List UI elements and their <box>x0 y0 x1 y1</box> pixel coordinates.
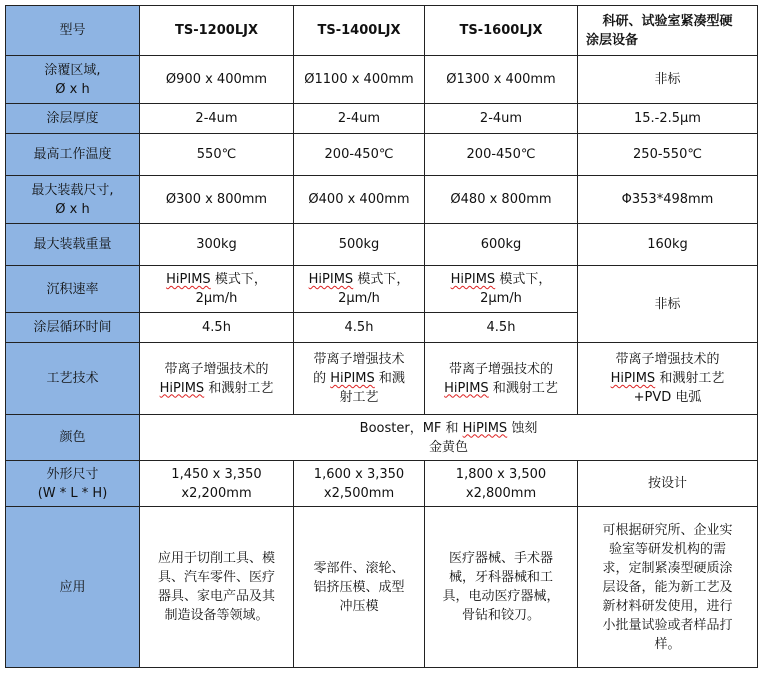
cell-value <box>294 461 425 507</box>
row-application <box>6 507 758 668</box>
row-dimensions <box>6 461 758 507</box>
text-line: 带离子增强技术的 <box>615 352 720 367</box>
row-load-size <box>6 176 758 224</box>
rate-text: 2μm/h <box>480 291 522 306</box>
text-line: 零部件、滚轮、 <box>313 560 405 576</box>
cell-value <box>425 343 578 415</box>
mode-text: 模式下， <box>353 272 410 287</box>
text-fragment: 的 <box>313 371 331 386</box>
model-lab-line2: 涂层设备 <box>586 32 639 48</box>
label-application: 应用 <box>6 507 140 668</box>
label-line: Ø x h <box>55 81 90 97</box>
cell-value: 500kg <box>294 224 425 266</box>
label-line: Ø x h <box>55 201 90 217</box>
cell-value: 160kg <box>578 224 758 266</box>
mode-text: 模式下， <box>210 272 267 287</box>
text-line: 铝挤压模、成型 <box>313 579 405 595</box>
cell-merged-nonstandard: 非标 <box>578 266 758 343</box>
cell-value <box>425 461 578 507</box>
cell-value: Ø400 x 400mm <box>294 176 425 224</box>
text-line: 新材料研发使用，进行 <box>602 598 733 614</box>
cell-application-3 <box>425 507 578 668</box>
text-fragment: 蚀刻 <box>507 420 538 436</box>
model-1400: TS-1400LJX <box>294 6 425 56</box>
row-deposition-rate <box>6 266 758 313</box>
rate-text: 2μm/h <box>195 291 238 306</box>
text-line: 1,800 x 3,500 <box>455 466 547 482</box>
label-load-size <box>6 176 140 224</box>
label-process: 工艺技术 <box>6 343 140 415</box>
label-coating-area <box>6 56 140 104</box>
text-line: 医疗器械、手术器 <box>448 551 553 566</box>
cell-value <box>140 343 294 415</box>
cell-value: 250-550℃ <box>578 134 758 176</box>
row-thickness <box>6 104 758 134</box>
cell-application-2 <box>294 507 425 668</box>
rate-text: 2μm/h <box>338 291 380 306</box>
hipims-term: HiPIMS <box>308 272 354 287</box>
cell-value: 300kg <box>140 224 294 266</box>
row-max-temp <box>6 134 758 176</box>
model-1600: TS-1600LJX <box>425 6 578 56</box>
text-line: 械，牙科器械和工 <box>448 570 553 585</box>
text-line: 具、汽车零件、医疗 <box>157 570 275 585</box>
label-line: 最大装载尺寸, <box>31 182 114 198</box>
text-line: 具，电动医疗器械， <box>442 589 560 604</box>
cell-value: 200-450℃ <box>425 134 578 176</box>
text-line: 冲压模 <box>339 598 379 614</box>
cell-value: 非标 <box>578 56 758 104</box>
cell-value: 4.5h <box>294 313 425 343</box>
cell-value: 550℃ <box>140 134 294 176</box>
text-line: x2,500mm <box>323 485 395 501</box>
label-load-weight: 最大装载重量 <box>6 224 140 266</box>
text-line: 小批量试验或者样品打 <box>602 617 733 633</box>
text-line: 验室等研发机构的需 <box>608 541 726 557</box>
text-fragment: Booster，MF 和 <box>359 420 463 436</box>
cell-value: Ø1300 x 400mm <box>425 56 578 104</box>
cell-value: 200-450℃ <box>294 134 425 176</box>
cell-value <box>425 266 578 313</box>
hipims-term: HiPIMS <box>462 420 508 436</box>
text-fragment: 和溅 <box>374 371 405 386</box>
text-line: 1,600 x 3,350 <box>313 466 405 482</box>
label-max-temp: 最高工作温度 <box>6 134 140 176</box>
label-line: 涂覆区域, <box>44 62 101 78</box>
hipims-term: HiPIMS <box>330 371 375 386</box>
header-label: 型号 <box>6 6 140 56</box>
text-line: 求，定制紧凑型硬质涂 <box>602 560 733 576</box>
cell-value: 按设计 <box>578 461 758 507</box>
text-line: 带离子增强技术 <box>313 352 405 367</box>
cell-value <box>140 266 294 313</box>
text-fragment: 和溅射工艺 <box>655 371 725 386</box>
cell-value: 2-4um <box>425 104 578 134</box>
text-line: 带离子增强技术的 <box>164 361 269 377</box>
label-deposition-rate: 沉积速率 <box>6 266 140 313</box>
text-line: 射工艺 <box>339 390 379 405</box>
hipims-term: HiPIMS <box>444 380 489 396</box>
label-cycle-time: 涂层循环时间 <box>6 313 140 343</box>
text-line: 制造设备等领域。 <box>164 608 269 623</box>
text-line: +PVD 电弧 <box>633 390 702 405</box>
text-fragment: 和溅射工艺 <box>488 380 558 396</box>
cell-color-merged <box>140 415 758 461</box>
cell-value <box>294 343 425 415</box>
text-line: 应用于切削工具、模 <box>157 551 275 566</box>
cell-value <box>294 266 425 313</box>
row-load-weight <box>6 224 758 266</box>
text-line: 层设备，能为新工艺及 <box>602 579 733 595</box>
cell-value: Φ353*498mm <box>578 176 758 224</box>
text-line: 带离子增强技术的 <box>448 361 553 377</box>
text-line: x2,200mm <box>181 485 252 501</box>
model-lab-line1: 科研、试验室紧凑型硬 <box>602 13 733 29</box>
mode-text: 模式下， <box>495 272 552 287</box>
cell-value: 600kg <box>425 224 578 266</box>
label-line: 外形尺寸 <box>46 466 99 482</box>
cell-value: 2-4um <box>294 104 425 134</box>
cell-value: Ø1100 x 400mm <box>294 56 425 104</box>
model-1200: TS-1200LJX <box>140 6 294 56</box>
hipims-term: HiPIMS <box>166 272 211 287</box>
label-dimensions <box>6 461 140 507</box>
cell-application-4 <box>578 507 758 668</box>
row-coating-area <box>6 56 758 104</box>
cell-value: Ø300 x 800mm <box>140 176 294 224</box>
cell-value: 4.5h <box>425 313 578 343</box>
hipims-term: HiPIMS <box>159 380 205 396</box>
spec-table <box>5 5 758 668</box>
label-thickness: 涂层厚度 <box>6 104 140 134</box>
hipims-term: HiPIMS <box>610 371 656 386</box>
cell-value: Ø480 x 800mm <box>425 176 578 224</box>
row-process <box>6 343 758 415</box>
row-color <box>6 415 758 461</box>
label-line: (W * L * H) <box>37 485 108 501</box>
label-color: 颜色 <box>6 415 140 461</box>
cell-value <box>578 343 758 415</box>
text-line: 可根据研究所、企业实 <box>602 522 733 538</box>
text-line: 1,450 x 3,350 <box>171 466 262 482</box>
hipims-term: HiPIMS <box>450 272 496 287</box>
text-line: 器具、家电产品及其 <box>157 589 275 604</box>
cell-value: 2-4um <box>140 104 294 134</box>
text-line: 骨钻和铰刀。 <box>461 608 540 623</box>
cell-value: 15.-2.5μm <box>578 104 758 134</box>
text-fragment: 和溅射工艺 <box>204 380 274 396</box>
model-lab <box>578 6 758 56</box>
text-line: 样。 <box>654 636 681 652</box>
cell-value: 4.5h <box>140 313 294 343</box>
color-value: 金黄色 <box>428 439 468 455</box>
cell-application-1 <box>140 507 294 668</box>
cell-value <box>140 461 294 507</box>
header-row <box>6 6 758 56</box>
cell-value: Ø900 x 400mm <box>140 56 294 104</box>
text-line: x2,800mm <box>465 485 537 501</box>
